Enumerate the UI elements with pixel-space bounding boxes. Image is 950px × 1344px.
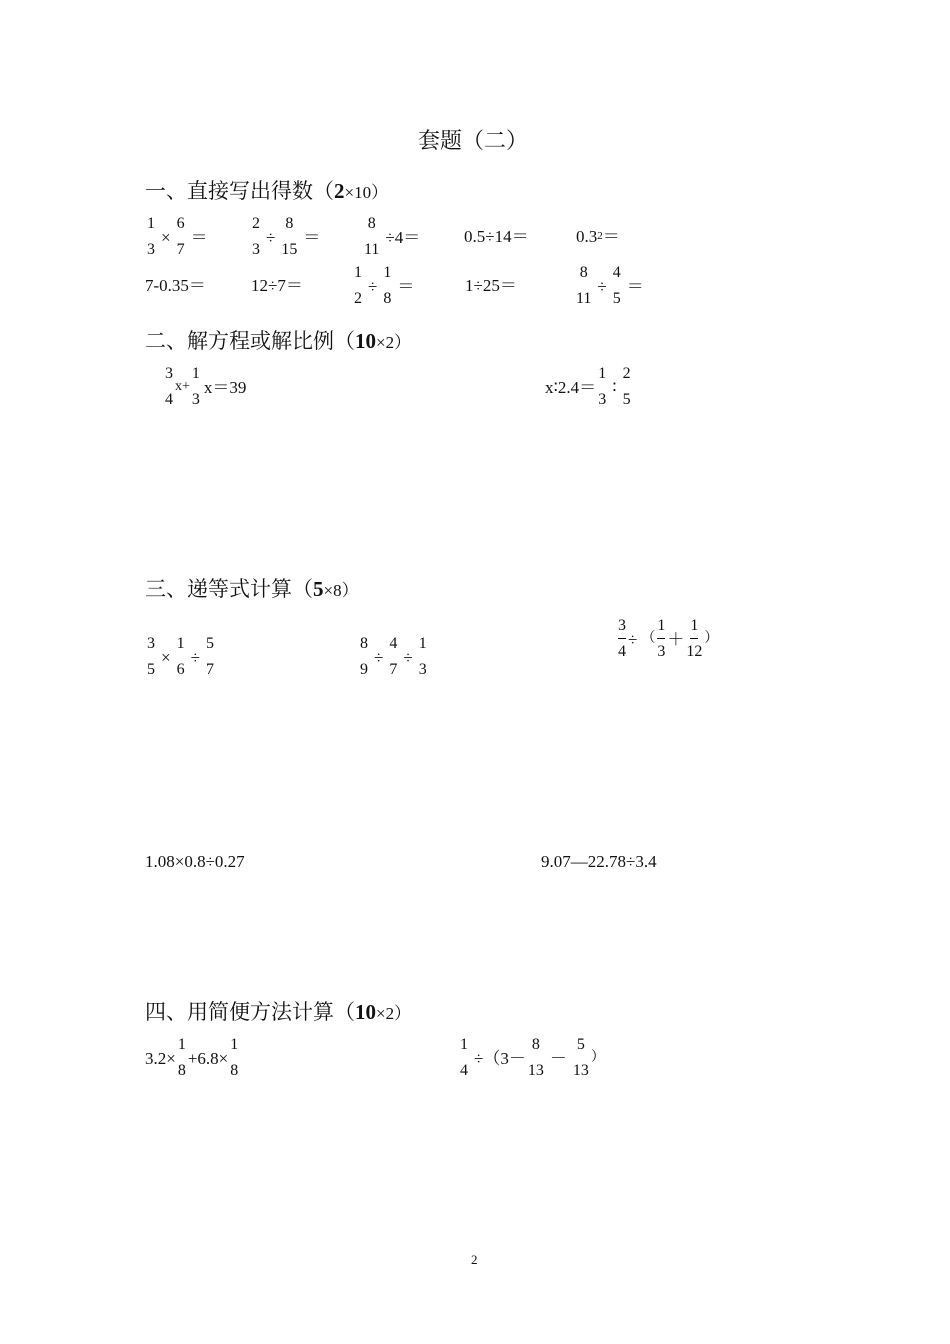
q3-expression-2 <box>358 636 429 678</box>
section-4-close: ） <box>394 1004 412 1023</box>
fraction <box>576 265 591 307</box>
q3-expression-5 <box>541 853 657 870</box>
expression-text: 7-0.35＝ <box>145 276 206 295</box>
q2-proportion-1 <box>545 366 633 408</box>
fraction <box>598 366 606 408</box>
equals-sign: ＝ <box>303 227 321 247</box>
denominator: 11 <box>576 290 592 307</box>
section-3-rep: 8 <box>333 581 342 600</box>
q1-expression-7 <box>251 277 303 294</box>
right-paren: ） <box>704 631 719 646</box>
fraction <box>419 636 427 678</box>
equals-sign: ＝ <box>397 276 415 296</box>
denominator: 15 <box>281 241 298 258</box>
numerator: 1 <box>354 264 362 281</box>
denominator: 3 <box>418 661 427 678</box>
fraction <box>165 366 173 408</box>
section-3-label: 三、递等式计算（ <box>145 577 313 601</box>
numerator: 8 <box>285 215 294 232</box>
page-number: 2 <box>471 1252 478 1267</box>
fraction <box>573 1037 589 1079</box>
q1-expression-10 <box>574 265 648 307</box>
fraction <box>192 366 200 408</box>
section-1-heading <box>145 175 388 205</box>
q1-expression-8 <box>352 265 418 307</box>
section-1-rep: 10 <box>354 183 372 202</box>
section-2-label: 二、解方程或解比例（ <box>145 329 355 353</box>
section-2-heading <box>145 325 411 355</box>
denominator: 7 <box>205 661 214 678</box>
section-2-times: × <box>376 333 386 352</box>
denominator: 12 <box>686 643 703 660</box>
denominator: 5 <box>612 290 621 307</box>
numerator: 2 <box>622 365 631 382</box>
numerator: 5 <box>576 1036 585 1053</box>
times-sign: × <box>161 227 171 247</box>
denominator: 5 <box>147 661 155 678</box>
section-2-count: 10 <box>355 329 376 353</box>
expression-text: 1.08×0.8÷0.27 <box>145 852 245 871</box>
divide-sign: ÷ <box>374 647 384 667</box>
section-3-times: × <box>323 581 334 600</box>
q3-expression-3 <box>616 618 718 660</box>
section-4-times: × <box>376 1004 386 1023</box>
section-2-close: ） <box>394 333 412 352</box>
section-3-heading <box>145 573 359 603</box>
minus-sign: － <box>549 1048 567 1068</box>
numerator: 1 <box>147 215 155 232</box>
fraction <box>252 216 260 258</box>
left-paren: （ <box>641 631 656 646</box>
equals-sign: ＝ <box>626 276 644 296</box>
numerator: 4 <box>612 264 621 281</box>
numerator: 2 <box>252 215 260 232</box>
denominator: 3 <box>657 643 666 660</box>
numerator: 1 <box>598 365 607 382</box>
fraction <box>389 636 397 678</box>
denominator: 8 <box>383 290 392 307</box>
section-1-times: × <box>344 183 355 202</box>
section-4-label: 四、用简便方法计算（ <box>145 1000 355 1024</box>
numerator: 1 <box>460 1036 468 1053</box>
denominator: 7 <box>176 241 185 258</box>
denominator: 13 <box>572 1062 589 1079</box>
denominator: 4 <box>618 643 626 660</box>
fraction <box>147 216 155 258</box>
fraction <box>281 216 297 258</box>
denominator: 4 <box>165 391 173 408</box>
right-paren: ） <box>590 1050 605 1065</box>
q3-expression-1 <box>145 636 216 678</box>
section-3-count: 5 <box>313 577 324 601</box>
numerator: 8 <box>367 215 376 232</box>
section-4-heading <box>145 996 411 1026</box>
numerator: 5 <box>205 635 214 652</box>
denominator: 3 <box>147 241 155 258</box>
section-4-count: 10 <box>355 1000 376 1024</box>
denominator: 3 <box>252 241 260 258</box>
page-title: 套题（二） <box>418 128 529 153</box>
fraction <box>383 265 391 307</box>
q1-expression-6 <box>145 277 206 294</box>
denominator: 2 <box>354 290 362 307</box>
expression-base: 0.3 <box>576 227 598 246</box>
numerator: 1 <box>177 1036 186 1053</box>
numerator: 1 <box>690 618 698 639</box>
equation-tail: x＝39 <box>203 377 247 397</box>
numerator: 6 <box>176 215 185 232</box>
section-1-count: 2 <box>334 179 345 203</box>
numerator: 3 <box>147 635 155 652</box>
numerator: 3 <box>618 618 626 639</box>
fraction <box>178 1037 186 1079</box>
q4-expression-2 <box>458 1037 605 1079</box>
numerator: 1 <box>191 365 200 382</box>
section-1-label: 一、直接写出得数（ <box>145 179 334 203</box>
denominator: 3 <box>598 391 607 408</box>
q3-expression-4 <box>145 853 245 870</box>
q4-expression-1 <box>145 1037 240 1079</box>
denominator: 4 <box>460 1062 468 1079</box>
denominator: 5 <box>622 391 631 408</box>
expression-text: 12÷7＝ <box>251 276 303 295</box>
divide-sign: ÷ <box>403 647 413 667</box>
q2-equation-1 <box>163 366 246 408</box>
fraction <box>177 636 185 678</box>
q1-expression-3 <box>362 216 420 258</box>
q1-expression-9 <box>465 277 517 294</box>
denominator: 7 <box>389 661 398 678</box>
section-4-rep: 2 <box>385 1004 395 1023</box>
numerator: 1 <box>383 264 392 281</box>
expression-mid: ÷（3－ <box>474 1048 526 1068</box>
divide-sign: ÷ <box>597 276 607 296</box>
variable-plus: x+ <box>175 379 190 394</box>
ratio-colon: ∶ <box>612 377 617 397</box>
denominator: 8 <box>230 1062 239 1079</box>
fraction <box>686 618 702 660</box>
fraction <box>360 636 368 678</box>
divide-sign: ÷ <box>190 647 200 667</box>
divide-sign: ÷ <box>266 227 276 247</box>
fraction <box>206 636 214 678</box>
numerator: 1 <box>230 1036 239 1053</box>
section-3-close: ） <box>341 581 359 600</box>
fraction <box>354 265 362 307</box>
q1-expression-1 <box>145 216 212 258</box>
denominator: 8 <box>177 1062 186 1079</box>
fraction <box>177 216 185 258</box>
fraction <box>657 618 665 660</box>
denominator: 13 <box>527 1062 544 1079</box>
expression-exponent: 2 <box>597 230 603 242</box>
proportion-head: x∶2.4＝ <box>545 377 597 397</box>
times-sign: × <box>161 647 171 667</box>
denominator: 11 <box>364 241 380 258</box>
expression-tail: ＝ <box>602 227 620 246</box>
numerator: 1 <box>418 635 427 652</box>
expression-text: 1÷25＝ <box>465 276 517 295</box>
equals-sign: ＝ <box>190 227 208 247</box>
q1-expression-5 <box>576 228 620 245</box>
fraction <box>460 1037 468 1079</box>
fraction <box>528 1037 544 1079</box>
divide-sign: ÷ <box>368 276 378 296</box>
q1-expression-4 <box>464 228 529 245</box>
fraction <box>623 366 631 408</box>
numerator: 1 <box>176 635 185 652</box>
fraction <box>230 1037 238 1079</box>
denominator: 9 <box>360 661 368 678</box>
expression-text: 9.07—22.78÷3.4 <box>541 852 657 871</box>
divide-sign: ÷ <box>628 629 638 649</box>
section-2-rep: 2 <box>385 333 395 352</box>
expression-head: 3.2× <box>145 1048 176 1068</box>
expression-tail: ÷4＝ <box>385 227 421 247</box>
denominator: 6 <box>176 661 185 678</box>
numerator: 8 <box>531 1036 540 1053</box>
denominator: 3 <box>191 391 200 408</box>
numerator: 4 <box>389 635 398 652</box>
numerator: 8 <box>360 635 368 652</box>
fraction <box>364 216 379 258</box>
fraction <box>147 636 155 678</box>
numerator: 3 <box>165 365 173 382</box>
expression-mid: +6.8× <box>187 1048 229 1068</box>
fraction <box>618 618 626 660</box>
fraction <box>613 265 621 307</box>
expression-text: 0.5÷14＝ <box>464 227 529 246</box>
q1-expression-2 <box>250 216 324 258</box>
numerator: 8 <box>579 264 588 281</box>
plus-sign: ＋ <box>667 629 685 649</box>
section-1-close: ） <box>371 183 389 202</box>
numerator: 1 <box>657 618 665 639</box>
